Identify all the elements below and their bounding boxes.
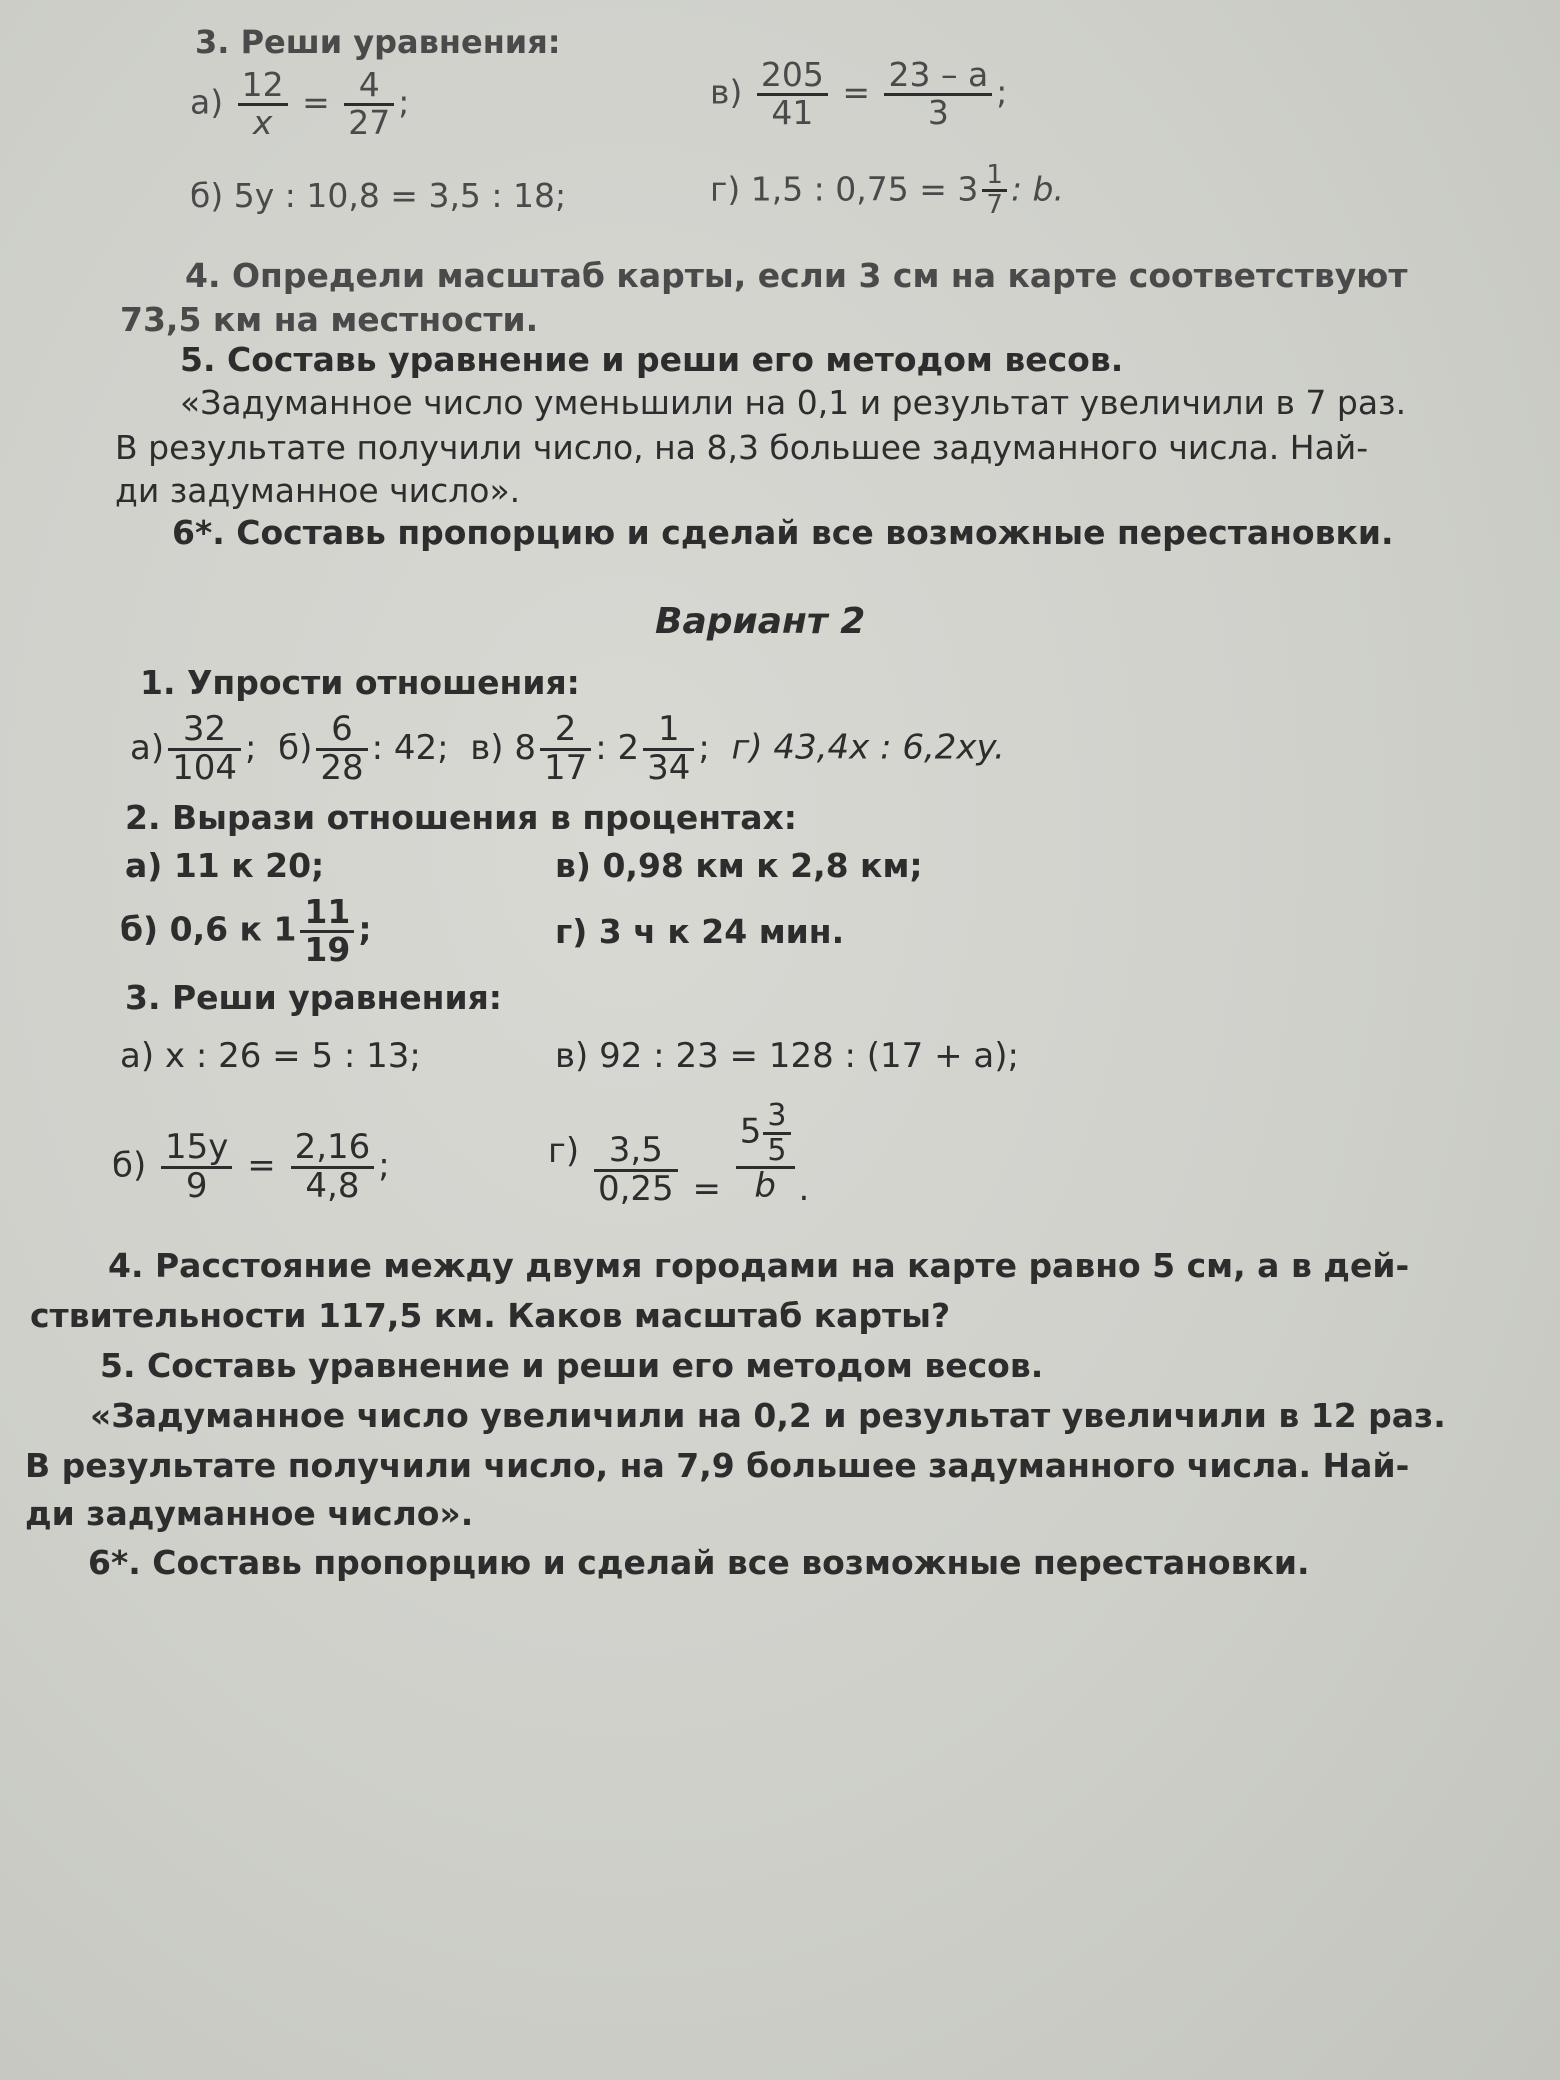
v2-task3-a: а) x : 26 = 5 : 13; xyxy=(120,1036,421,1076)
v2-task2-title: 2. Вырази отношения в процентах: xyxy=(125,798,797,837)
v1-task6: 6*. Составь пропорцию и сделай все возможные перестановки. xyxy=(172,513,1394,552)
v1-task5-line4: ди задуманное число». xyxy=(115,471,521,510)
v1-task5-line2: «Задуманное число уменьшили на 0,1 и результат увеличили в 7 раз. xyxy=(180,383,1407,422)
v2-task1-b: б) $\frac{6}{28}$ : 42; xyxy=(278,709,449,788)
v2-task5-line3: В результате получили число, на 7,9 большее задуманного числа. Най- xyxy=(25,1446,1410,1485)
v2-task5-line1: 5. Составь уравнение и реши его методом весов. xyxy=(100,1346,1044,1385)
v1-task3-a: а) $\frac{12}{x}$ = $\frac{4}{27}$ ; xyxy=(190,65,410,142)
v2-task6: 6*. Составь пропорцию и сделай все возможные перестановки. xyxy=(88,1543,1310,1582)
v2-task5-line2: «Задуманное число увеличили на 0,2 и результат увеличили в 12 раз. xyxy=(90,1396,1446,1435)
v2-task1-g: г) 43,4x : 6,2xy. xyxy=(731,727,1005,768)
v1-task5-line3: В результате получили число, на 8,3 большее задуманного числа. Най- xyxy=(115,428,1369,467)
variant2-title: Вариант 2 xyxy=(655,601,866,642)
v1-task5-line1: 5. Составь уравнение и реши его методом весов. xyxy=(180,340,1124,379)
v2-task1-items xyxy=(130,709,1005,788)
v2-task5-line4: ди задуманное число». xyxy=(25,1494,474,1533)
v2-task4-line1: 4. Расстояние между двумя городами на карте равно 5 см, а в дей- xyxy=(108,1246,1410,1285)
v1-task3-b: б) 5y : 10,8 = 3,5 : 18; xyxy=(190,176,567,215)
v2-task2-v: в) 0,98 км к 2,8 км; xyxy=(555,846,923,885)
v1-task3-v: в) $\frac{205}{41}$ = $\frac{23 - a}{3}$ ; xyxy=(710,55,1008,132)
v2-task4-line2: ствительности 117,5 км. Каков масштаб карты? xyxy=(30,1296,951,1335)
v1-task3-title: 3. Реши уравнения: xyxy=(195,23,561,61)
v1-task4-line2: 73,5 км на местности. xyxy=(120,300,539,339)
v2-task1-title: 1. Упрости отношения: xyxy=(140,663,580,702)
v2-task3-g: г) $\frac{3,5}{0,25}$ = 5 $\frac{3}{5}$ b . xyxy=(548,1098,810,1209)
v2-task3-b: б) $\frac{15y}{9}$ = $\frac{2,16}{4,8}$ ; xyxy=(112,1127,390,1206)
v2-task2-g: г) 3 ч к 24 мин. xyxy=(555,912,845,951)
v2-task2-a: а) 11 к 20; xyxy=(125,846,325,885)
v2-task3-title: 3. Реши уравнения: xyxy=(125,978,502,1017)
v2-task1-a: а) $\frac{32}{104}$ ; xyxy=(130,709,257,788)
v1-task3-g: г) 1,5 : 0,75 = 3 $\frac{1}{7}$ : b. xyxy=(710,160,1064,221)
v2-task3-v: в) 92 : 23 = 128 : (17 + a); xyxy=(555,1036,1019,1076)
v1-task4-line1: 4. Определи масштаб карты, если 3 см на карте соответствуют xyxy=(185,256,1408,295)
v2-task1-v: в) 8 $\frac{2}{17}$ : 2 $\frac{1}{34}$ ; xyxy=(470,709,710,788)
v2-task2-b: б) 0,6 к 1 $\frac{11}{19}$ ; xyxy=(120,892,372,969)
